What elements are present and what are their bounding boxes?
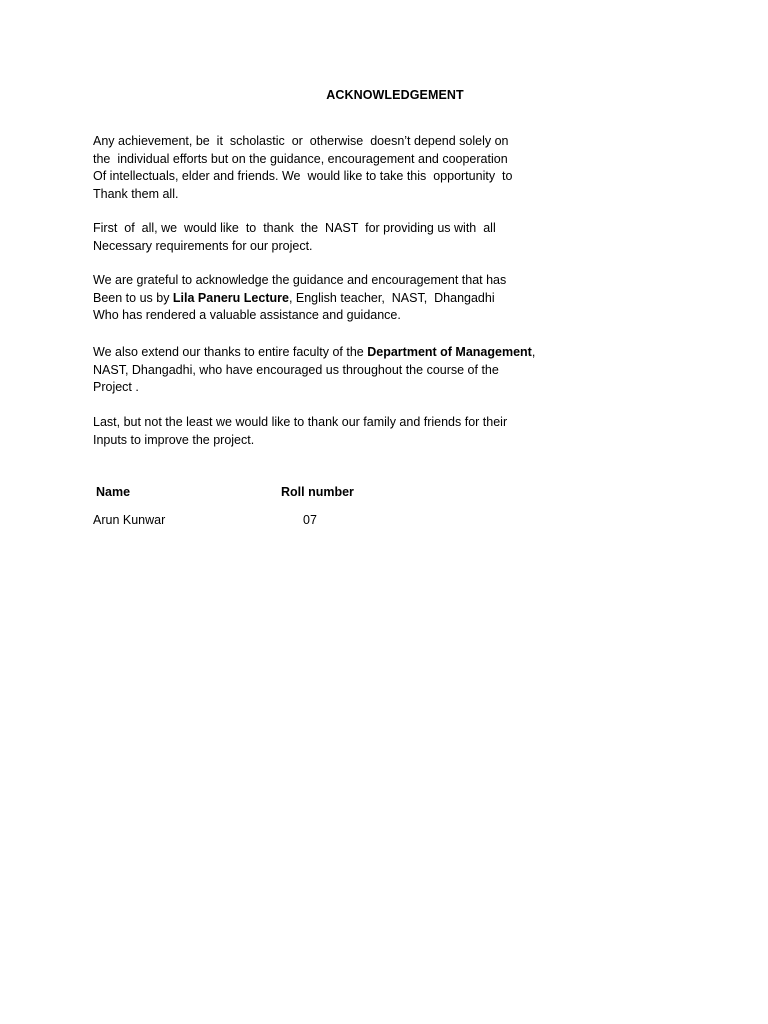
paragraph-line: First of all, we would like to thank the NAST for providing us with all xyxy=(93,221,496,235)
paragraph-faculty xyxy=(93,344,573,397)
paragraph-family xyxy=(93,414,563,449)
page-title: ACKNOWLEDGEMENT xyxy=(326,88,464,102)
text-run: , xyxy=(531,345,536,359)
paragraph-line: Of intellectuals, elder and friends. We would like to take this opportunity to xyxy=(93,169,513,183)
paragraph-line: Who has rendered a valuable assistance and guidance. xyxy=(93,308,401,322)
paragraph-line xyxy=(93,290,563,308)
paragraph-line: Thank them all. xyxy=(93,186,179,201)
paragraph-line: Necessary requirements for our project. xyxy=(93,238,313,253)
department-name: Department of Management xyxy=(367,345,532,359)
paragraph-line: We are grateful to acknowledge the guidance and encouragement that has xyxy=(93,273,507,287)
paragraph-line xyxy=(93,344,573,362)
paragraph-thanks-nast xyxy=(93,220,563,255)
table-cell-roll: 07 xyxy=(303,513,317,527)
paragraph-guidance xyxy=(93,272,563,325)
text-run: We also extend our thanks to entire faculty of the xyxy=(93,345,368,359)
paragraph-line: Last, but not the least we would like to thank our family and friends for their xyxy=(93,415,508,429)
paragraph-line: the individual efforts but on the guidance, encouragement and cooperation xyxy=(93,151,508,166)
paragraph-line: Any achievement, be it scholastic or otherwise doesn’t depend solely on xyxy=(93,134,509,148)
text-run: , English teacher, NAST, Dhangadhi xyxy=(288,290,495,305)
table-cell-name: Arun Kunwar xyxy=(93,513,166,527)
table-header-name: Name xyxy=(96,485,131,499)
teacher-name: Lila Paneru Lecture xyxy=(172,290,289,305)
text-run: Been to us by xyxy=(93,290,173,305)
paragraph-intro xyxy=(93,133,563,203)
paragraph-line: NAST, Dhangadhi, who have encouraged us throughout the course of the xyxy=(93,362,499,377)
table-header-roll: Roll number xyxy=(281,485,354,499)
paragraph-line: Inputs to improve the project. xyxy=(93,432,255,447)
paragraph-line: Project . xyxy=(93,380,139,394)
